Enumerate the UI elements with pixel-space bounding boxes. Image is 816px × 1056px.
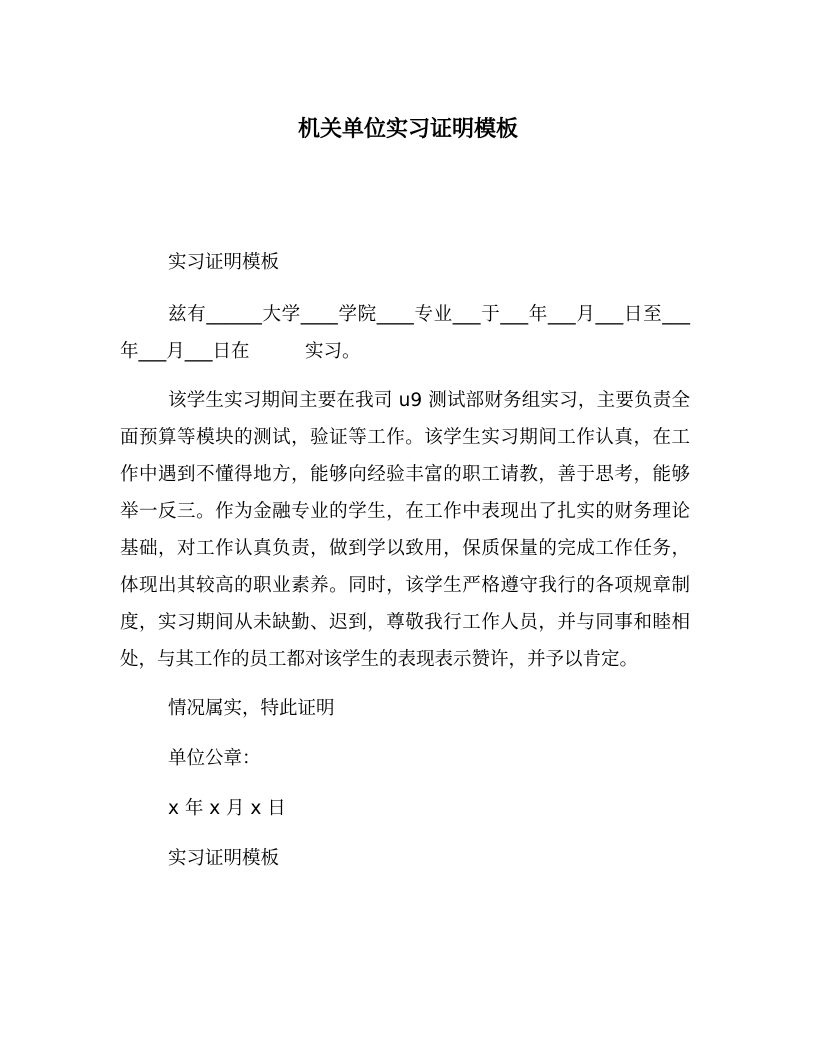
intro-paragraph: 兹有______大学____学院____专业___于___年___月___日至___年___月___日在 实习。 xyxy=(120,304,690,362)
seal-line: 单位公章： xyxy=(168,748,261,769)
document-title: 机关单位实习证明模板 xyxy=(297,117,518,142)
body-paragraph: 该学生实习期间主要在我司 u9 测试部财务组实习，主要负责全面预算等模块的测试，验证等工作。该学生实习期间工作认真，在工作中遇到不懂得地方，能够向经验丰富的职工请教，善于思考，能够举一反三。作为金融专业的学生，在工作中表现出了扎实的财务理论基础，对工作认真负责，做到学以致用，保质保量的完成工作任务，体现出其较高的职业素养。同时，该学生严格遵守我行的各项规章制度，实习期间从未缺勤、迟到，尊敬我行工作人员，并与同事和睦相处，与其工作的员工都对该学生的表现表示赞许，并予以肯定。 xyxy=(120,390,690,670)
section-heading: 实习证明模板 xyxy=(168,252,280,273)
date-line: x 年 x 月 x 日 xyxy=(168,798,286,819)
confirmation-line: 情况属实，特此证明 xyxy=(168,698,335,719)
footer-heading: 实习证明模板 xyxy=(168,848,280,869)
